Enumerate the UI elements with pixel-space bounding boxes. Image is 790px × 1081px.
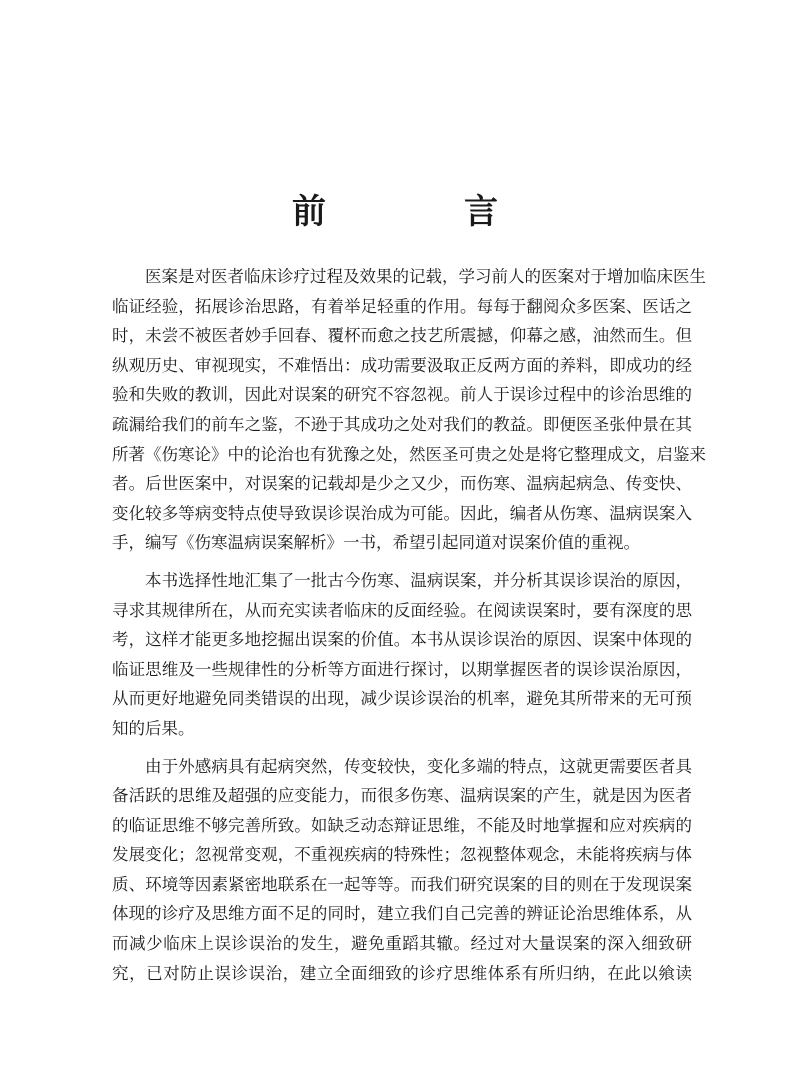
text-line: 发展变化；忽视常变观，不重视疾病的特殊性；忽视整体观念，未能将疾病与体 <box>112 845 692 865</box>
preface-body <box>112 262 706 996</box>
text-line: 知的后果。 <box>112 718 195 738</box>
text-line: 者。后世医案中，对误案的记载却是少之又少，而伤寒、温病起病急、传变快、 <box>112 474 692 494</box>
paragraph-1 <box>112 262 706 558</box>
text-line: 本书选择性地汇集了一批古今伤寒、温病误案，并分析其误诊误治的原因， <box>145 570 692 590</box>
text-line: 体现的诊疗及思维方面不足的同时，建立我们自己完善的辨证论治思维体系，从 <box>112 904 692 924</box>
text-line: 的临证思维不够完善所致。如缺乏动态辩证思维，不能及时地掌握和应对疾病的 <box>112 815 692 835</box>
text-line: 验和失败的教训，因此对误案的研究不容忽视。前人于误诊过程中的诊治思维的 <box>112 385 692 405</box>
text-line: 变化较多等病变特点使导致误诊误治成为可能。因此，编者从伤寒、温病误案入 <box>112 503 692 523</box>
paragraph-2 <box>112 566 692 744</box>
paragraph-3 <box>112 752 692 989</box>
text-line: 手，编写《伤寒温病误案解析》一书，希望引起同道对误案价值的重视。 <box>112 533 640 553</box>
text-line: 质、环境等因素紧密地联系在一起等等。而我们研究误案的目的则在于发现误案 <box>112 874 692 894</box>
text-line: 由于外感病具有起病突然，传变较快，变化多端的特点，这就更需要医者具 <box>145 756 692 776</box>
text-line: 而减少临床上误诊误治的发生，避免重蹈其辙。经过对大量误案的深入细致研 <box>112 934 692 954</box>
text-line: 临证经验，拓展诊治思路，有着举足轻重的作用。每每于翻阅众多医案、医话之 <box>112 296 692 316</box>
text-line: 纵观历史、审视现实，不难悟出：成功需要汲取正反两方面的养料，即成功的经 <box>112 355 692 375</box>
text-line: 考，这样才能更多地挖掘出误案的价值。本书从误诊误治的原因、误案中体现的 <box>112 630 692 650</box>
text-line: 时，未尝不被医者妙手回春、覆杯而愈之技艺所震撼，仰幕之感，油然而生。但 <box>112 326 692 346</box>
text-line: 寻求其规律所在，从而充实读者临床的反面经验。在阅读误案时，要有深度的思 <box>112 600 692 620</box>
page-title: 前 言 <box>292 192 550 232</box>
text-line: 临证思维及一些规律性的分析等方面进行探讨，以期掌握医者的误诊误治原因， <box>112 659 692 679</box>
text-line: 备活跃的思维及超强的应变能力，而很多伤寒、温病误案的产生，就是因为医者 <box>112 786 692 806</box>
text-line: 究，已对防止误诊误治，建立全面细致的诊疗思维体系有所归纳，在此以飨读 <box>112 963 692 983</box>
text-line: 所著《伤寒论》中的论治也有犹豫之处，然医圣可贵之处是将它整理成文，启鉴来 <box>112 444 706 464</box>
text-line: 疏漏给我们的前车之鉴，不逊于其成功之处对我们的教益。即便医圣张仲景在其 <box>112 414 692 434</box>
text-line: 从而更好地避免同类错误的出现，减少误诊误治的机率，避免其所带来的无可预 <box>112 689 692 709</box>
text-line: 医案是对医者临床诊疗过程及效果的记载，学习前人的医案对于增加临床医生 <box>145 267 706 286</box>
